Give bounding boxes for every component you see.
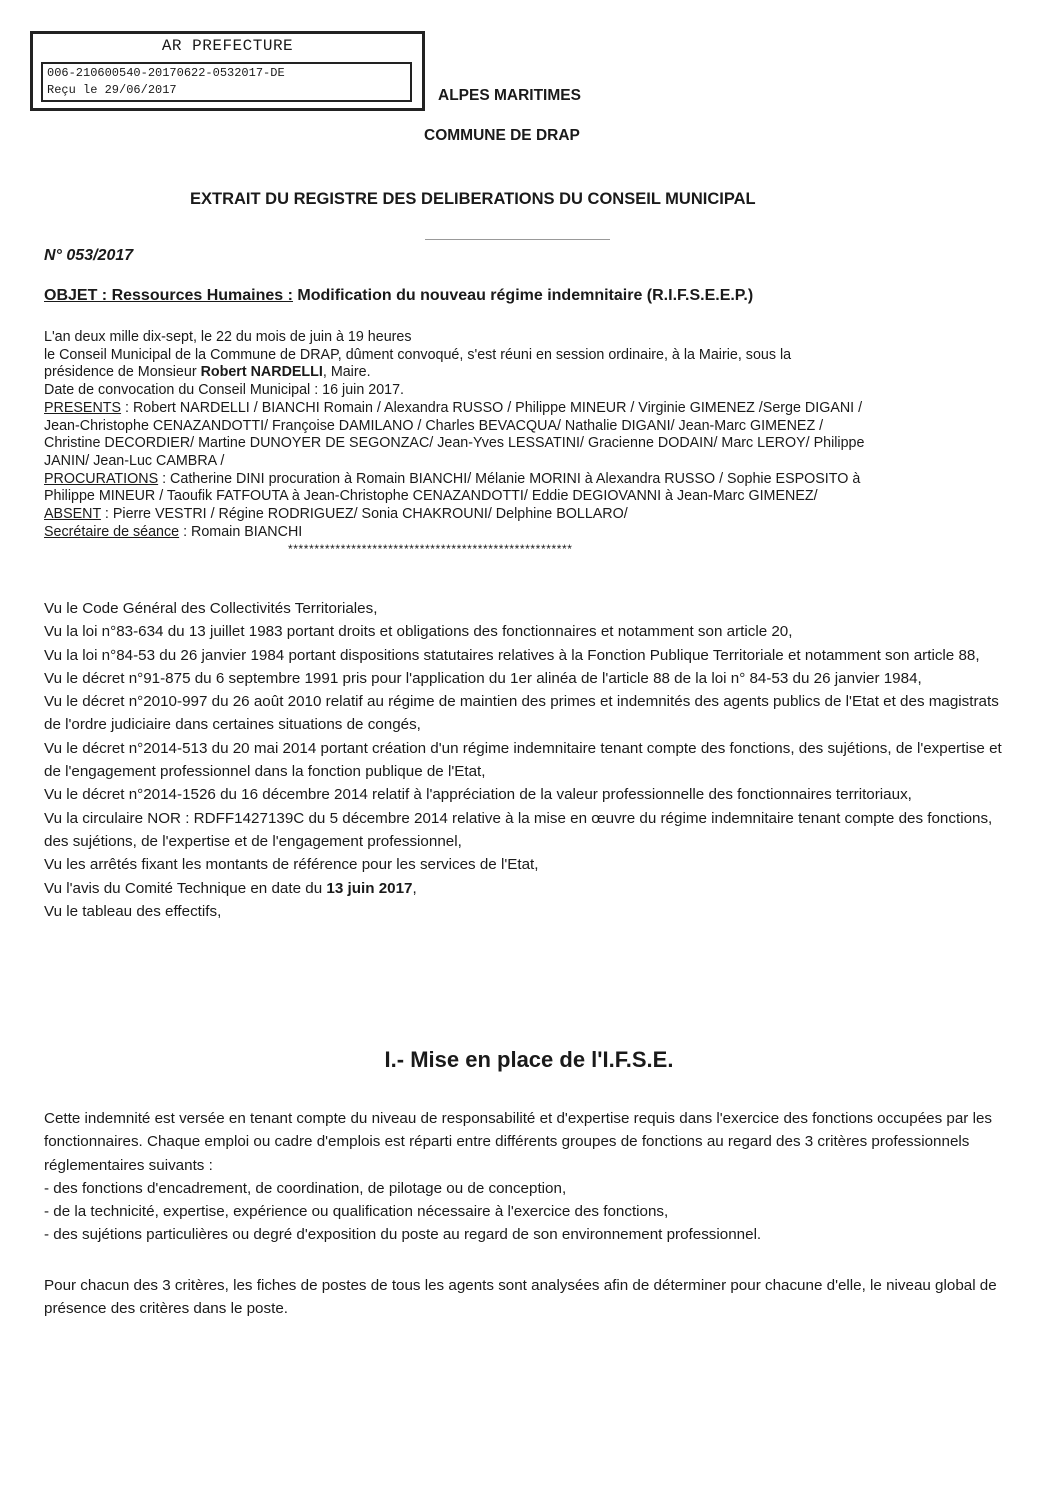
deliberation-number: N° 053/2017 <box>44 247 134 264</box>
presents-label: PRESENTS <box>44 399 122 416</box>
objet-label: OBJET : Ressources Humaines : <box>44 287 293 304</box>
avis-suffix: , <box>412 879 417 897</box>
procurations-label: PROCURATIONS <box>44 470 159 487</box>
session-details <box>44 329 1004 559</box>
vu-clause: Vu le tableau des effectifs, <box>44 902 222 920</box>
title-divider <box>425 239 610 240</box>
department-name: ALPES MARITIMES <box>438 87 581 104</box>
session-presidency <box>44 364 1004 382</box>
session-convened: le Conseil Municipal de la Commune de DRAP, dûment convoqué, s'est réuni en session ordinaire, à la Mairie, sous la <box>44 346 792 363</box>
vu-clause: Vu la loi n°83-634 du 13 juillet 1983 portant droits et obligations des fonctionnaires et notamment son article 20, <box>44 623 793 641</box>
presents-text-1: : Robert NARDELLI / BIANCHI Romain / Alexandra RUSSO / Philippe MINEUR / Virginie GIMENEZ /Serge DIGANI / <box>121 399 863 416</box>
stamp-reference: 006-210600540-20170622-0532017-DE <box>47 66 285 80</box>
presents-line-3: Christine DECORDIER/ Martine DUNOYER DE SEGONZAC/ Jean-Yves LESSATINI/ Gracienne DODAIN/ Marc LEROY/ Philippe <box>44 435 865 452</box>
vu-clause: Vu le décret n°2014-513 du 20 mai 2014 portant création d'un régime indemnitaire tenant compte des fonctions, des sujétions, de l'expertise et de l'engagement professionnel dans la fonction publique de l'Etat, <box>44 739 1002 781</box>
presidency-suffix: , Maire. <box>322 364 371 381</box>
vu-clause: Vu le décret n°91-875 du 6 septembre 1991 pris pour l'application du 1er alinéa de l'article 88 de la loi n° 84-53 du 26 janvier 1984, <box>44 669 922 687</box>
avis-prefix: Vu l'avis du Comité Technique en date du <box>44 879 327 897</box>
absent-text: : Pierre VESTRI / Régine RODRIGUEZ/ Sonia CHAKROUNI/ Delphine BOLLARO/ <box>100 506 628 523</box>
vu-clause: Vu la loi n°84-53 du 26 janvier 1984 portant dispositions statutaires relatives à la Fonction Publique Territoriale et notamment son article 88, <box>44 646 980 664</box>
procurations-text-1: : Catherine DINI procuration à Romain BIANCHI/ Mélanie MORINI à Alexandra RUSSO / Sophie ESPOSITO à <box>158 470 861 487</box>
section-paragraph-2: Pour chacun des 3 critères, les fiches de postes de tous les agents sont analysées afin de déterminer pour chacune d'elle, le niveau global de présence des critères dans le poste. <box>44 1277 997 1318</box>
mayor-name: Robert NARDELLI <box>200 364 323 381</box>
legal-references <box>44 597 1019 923</box>
session-date: L'an deux mille dix-sept, le 22 du mois de juin à 19 heures <box>44 329 412 345</box>
procurations-line-2: Philippe MINEUR / Taoufik FATFOUTA à Jean-Christophe CENAZANDOTTI/ Eddie DEGIOVANNI à Jean-Marc GIMENEZ/ <box>44 488 818 505</box>
vu-clause: Vu les arrêtés fixant les montants de référence pour les services de l'Etat, <box>44 856 539 874</box>
stamp-received-date: Reçu le 29/06/2017 <box>47 83 177 97</box>
stamp-reference-box <box>41 62 412 102</box>
presents-line-2: Jean-Christophe CENAZANDOTTI/ Françoise DAMILANO / Charles BEVACQUA/ Nathalie DIGANI/ Jean-Marc GIMENEZ / <box>44 417 824 434</box>
vu-clause-avis <box>44 877 1019 900</box>
objet-line <box>44 287 753 305</box>
vu-clause: Vu la circulaire NOR : RDFF1427139C du 5 décembre 2014 relative à la mise en œuvre du régime indemnitaire tenant compte des fonctions, des sujétions, de l'expertise et de l'engagement professionnel, <box>44 809 993 850</box>
section-paragraph-1: Cette indemnité est versée en tenant compte du niveau de responsabilité et d'expertise requis dans l'exercice des fonctions occupées par les fonctionnaires. Chaque emploi ou cadre d'emplois est réparti entre différents groupes de fonctions au regard des 3 critères professionnels réglementaires suivants : <box>44 1110 992 1174</box>
avis-date: 13 juin 2017 <box>326 879 413 897</box>
presents-line-1 <box>44 400 1004 418</box>
stamp-title: AR PREFECTURE <box>161 37 294 55</box>
vu-clause: Vu le décret n°2010-997 du 26 août 2010 relatif au régime de maintien des primes et indemnités des agents publics de l'Etat et des magistrats de l'ordre judiciaire dans certaines situations de congés, <box>44 693 999 734</box>
vu-clause: Vu le Code Général des Collectivités Territoriales, <box>44 600 378 617</box>
convocation-date: Date de convocation du Conseil Municipal : 16 juin 2017. <box>44 382 405 399</box>
presidency-prefix: présidence de Monsieur <box>44 364 201 381</box>
secretaire-label: Secrétaire de séance <box>44 523 180 540</box>
criteria-item: - de la technicité, expertise, expérience ou qualification nécessaire à l'exercice des fonctions, <box>44 1203 669 1221</box>
secretaire-line <box>44 524 1004 542</box>
procurations-line-1 <box>44 471 1004 489</box>
section-heading: I.- Mise en place de l'I.F.S.E. <box>384 1047 674 1072</box>
criteria-item: - des sujétions particulières ou degré d'exposition du poste au regard de son environnement professionnel. <box>44 1226 762 1244</box>
separator-stars: ****************************************************** <box>288 542 573 557</box>
section-body <box>44 1107 1024 1247</box>
absent-line <box>44 506 1004 524</box>
absent-label: ABSENT <box>44 506 101 523</box>
objet-text: Modification du nouveau régime indemnitaire (R.I.F.S.E.E.P.) <box>292 287 754 304</box>
document-title: EXTRAIT DU REGISTRE DES DELIBERATIONS DU CONSEIL MUNICIPAL <box>190 190 756 208</box>
prefecture-stamp <box>30 31 425 111</box>
commune-name: COMMUNE DE DRAP <box>424 127 580 144</box>
criteria-item: - des fonctions d'encadrement, de coordination, de pilotage ou de conception, <box>44 1179 567 1197</box>
secretaire-text: : Romain BIANCHI <box>179 523 303 540</box>
presents-line-4: JANIN/ Jean-Luc CAMBRA / <box>44 452 225 469</box>
vu-clause: Vu le décret n°2014-1526 du 16 décembre 2014 relatif à l'appréciation de la valeur professionnelle des fonctionnaires territoriaux, <box>44 786 912 804</box>
